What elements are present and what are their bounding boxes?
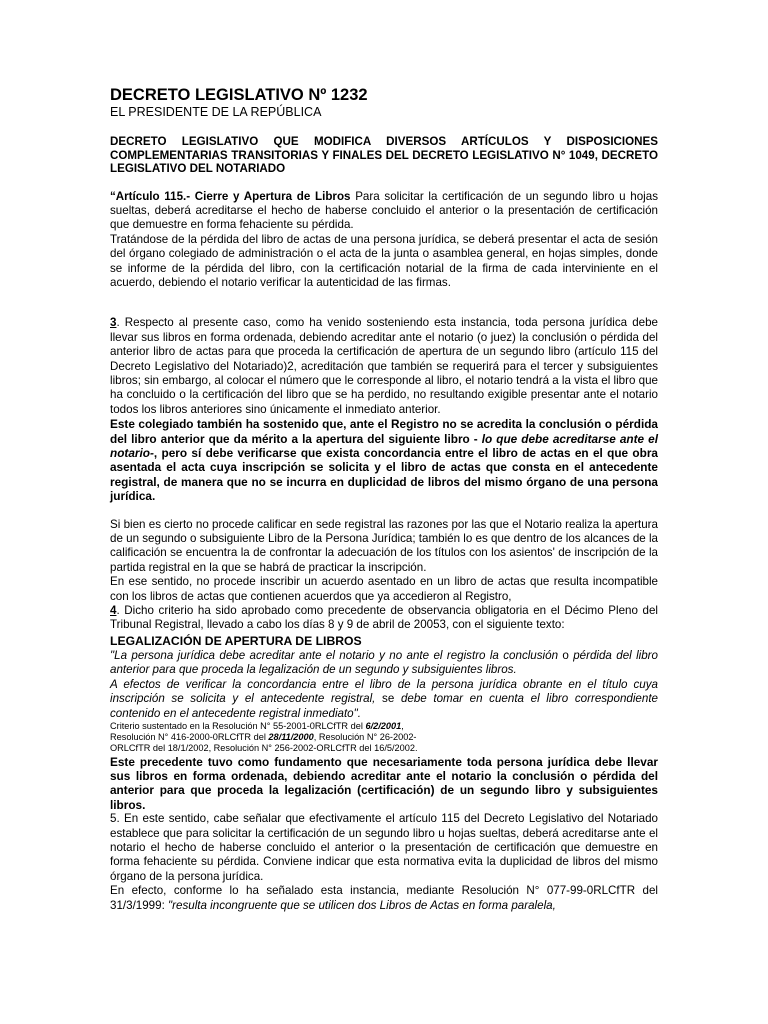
legalizacion-quote-1 — [110, 649, 658, 678]
final-italic-quote: "resulta incongruente que se utilicen dos Libros de Actas en forma paralela, — [168, 898, 556, 912]
section-4-body: . Dicho criterio ha sido aprobado como precedente de observancia obligatoria en el Décimo Pleno del Tribunal Registral, llevado a cabo los días 8 y 9 de abril de 20053, con el siguiente texto: — [110, 604, 658, 632]
article-115-paragraph-2: Tratándose de la pérdida del libro de actas de una persona jurídica, se deberá presentar el acta de sesión del órgano colegiado de administración o el acta de la junta o asamblea general, en hojas simples, donde se informe de la pérdida del libro, con la certificación notarial de la firma de cada interviniente en el acuerdo, debiendo el notario verificar la autenticidad de las firmas. — [110, 232, 658, 289]
section-4-number: 4 — [110, 604, 117, 618]
quote-2-text-se: se — [382, 692, 395, 706]
final-paragraph — [110, 884, 658, 913]
quote-2-text-a: A efectos de verificar la concordancia entre el libro de la persona jurídica obrante en el título cuya inscripción se solicita y el antecedente registral, — [110, 677, 658, 706]
article-heading: “Artículo 115.- Cierre y Apertura de Libros — [110, 189, 351, 203]
document-subtitle: EL PRESIDENTE DE LA REPÚBLICA — [110, 105, 322, 119]
section-3-body: . Respecto al presente caso, como ha venido sosteniendo esta instancia, toda persona jurídica debe llevar sus libros en forma ordenada, debiendo acreditar ante el notario (o juez) la conclusión o pérdida del anterior libro de actas para que proceda la certificación de apertura de un segundo libro (artículo 115 del Decreto Legislativo del Notariado)2, acreditación que también se requerirá para el tercer y subsiguientes libros; sin embargo, al colocar el número que le corresponde al libro, el notario tendrá a la vista el libro que ha concluido o la certificación del libro que se ha perdido, no resultando exigible presentar ante el notario todos los libros anteriores sino únicamente el inmediato anterior. — [110, 316, 658, 416]
criteria-2-end: , Resolución N° 26-2002- — [313, 732, 417, 743]
section-3-paragraph — [110, 316, 658, 417]
quote-1-text-a: "La persona jurídica debe acreditar ante el notario y no ante el registro la conclusión — [110, 648, 563, 662]
quote-1-text-b: pérdida del libro anterior para que proceda la legalización de un segundo y subsiguientes libros. — [110, 648, 658, 677]
decree-heading: DECRETO LEGISLATIVO QUE MODIFICA DIVERSOS ARTÍCULOS Y DISPOSICIONES COMPLEMENTARIAS TRANSITORIAS Y FINALES DEL DECRETO LEGISLATIVO N° 1049, DECRETO LEGISLATIVO DEL NOTARIADO — [110, 135, 658, 175]
section-3-bold-paragraph — [110, 417, 658, 503]
article-115-paragraph — [110, 190, 658, 233]
criteria-2-date: 28/11/2000 — [268, 732, 314, 743]
bold-italic-text: lo que debe acreditarse ante el notario- — [110, 431, 658, 460]
criteria-1-end: , — [401, 720, 404, 731]
quote-2-text-b: debe tomar en cuenta el libro correspondiente contenido en el antecedente registral inmediato". — [110, 692, 658, 720]
quote-1-text-o: o — [562, 648, 569, 662]
criteria-line-2 — [110, 732, 658, 743]
paragraph-en-ese-sentido: En ese sentido, no procede inscribir un acuerdo asentado en un libro de actas que resulta incompatible con los libros de actas que contienen acuerdos que ya accedieron al Registro, — [110, 575, 658, 603]
legalizacion-quote-2 — [110, 678, 658, 721]
section-5-paragraph: 5. En este sentido, cabe señalar que efectivamente el artículo 115 del Decreto Legislativo del Notariado establece que para solicitar la certificación de un segundo libro u hojas sueltas, deberá acreditarse ante el notario el hecho de haberse concluido el anterior o la presentación de certificación que demuestre en forma fehaciente su pérdida. Conviene indicar que esta normativa evita la duplicidad de libros del mismo órgano de la persona jurídica. — [110, 812, 658, 883]
document-title: DECRETO LEGISLATIVO Nº 1232 — [110, 86, 368, 104]
criteria-1-date: 6/2/2001 — [365, 720, 402, 731]
criteria-line-1 — [110, 721, 658, 732]
criteria-2-text: Resolución N° 416-2000-0RLCfTR del — [110, 732, 269, 743]
paragraph-si-bien: Si bien es cierto no procede calificar en sede registral las razones por las que el Notario realiza la apertura de un segundo o subsiguiente Libro de la Persona Jurídica; también lo es que dentro de los alcances de la calificación se encuentra la de confrontar la adecuación de los títulos con los asientos' de inscripción de la partida registral en la que se habrá de practicar la inscripción. — [110, 517, 658, 574]
criteria-line-3: ORLCfTR del 18/1/2002, Resolución N° 256-2002-ORLCfTR del 16/5/2002. — [110, 743, 418, 754]
criteria-1-text: Criterio sustentado en la Resolución N° 55-2001-0RLCfTR del — [110, 720, 366, 731]
final-text: En efecto, conforme lo ha señalado esta instancia, mediante Resolución N° 077-99-0RLCfTR del 31/3/1999: — [110, 884, 658, 912]
bold-text-2: , pero sí debe verificarse que exista concordancia entre el libro de actas en el que obra asentada el acta cuya inscripción se solicita y el libro de actas que consta en el antecedente registral, de manera que no se incurra en duplicidad de libros del mismo órgano de una persona jurídica. — [110, 446, 658, 504]
section-3-number: 3 — [110, 316, 117, 330]
precedent-paragraph: Este precedente tuvo como fundamento que necesariamente toda persona jurídica debe llevar sus libros en forma ordenada, debiendo acreditar ante el notario la conclusión o pérdida del anterior para que proceda la legalización (certificación) de un segundo libro y subsiguientes libros. — [110, 754, 658, 812]
bold-text-1: Este colegiado también ha sostenido que, ante el Registro no se acredita la conclusión o pérdida del libro anterior que da mérito a la apertura del siguiente libro - — [110, 417, 658, 446]
article-body: Para solicitar la certificación de un segundo libro u hojas sueltas, deberá acreditarse el hecho de haberse concluido el anterior o la presentación de certificación que demuestre en forma fehaciente su pérdida. — [110, 189, 658, 232]
section-4-paragraph — [110, 604, 658, 633]
legalizacion-heading: LEGALIZACIÓN DE APERTURA DE LIBROS — [110, 633, 362, 648]
